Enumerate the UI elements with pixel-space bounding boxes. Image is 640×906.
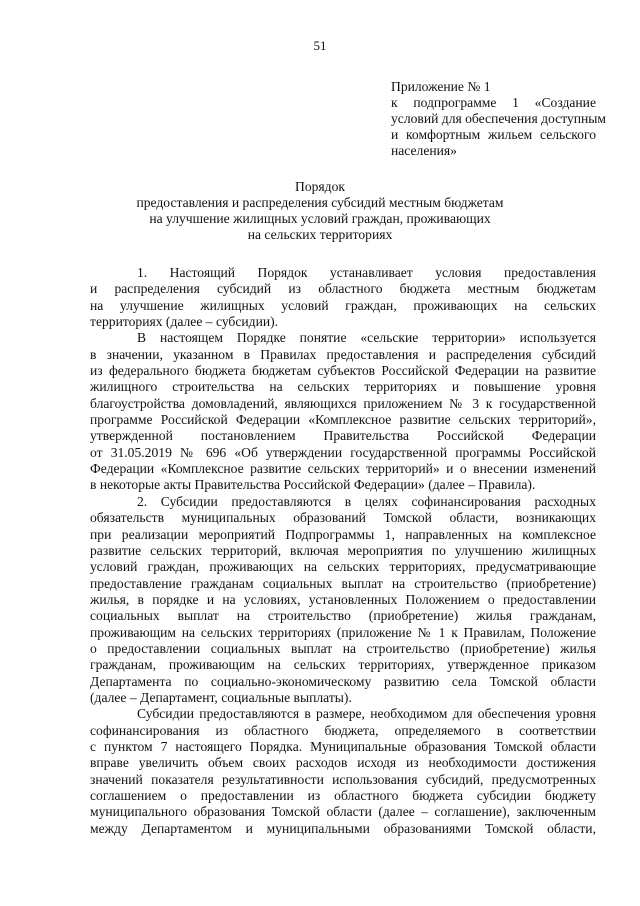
body-line: (далее – Департамент, социальные выплаты). [90,689,352,705]
appendix-line: населения» [391,143,457,158]
body-line: В настоящем Порядке понятие «сельские территории» используется [137,330,596,346]
document-body [90,265,596,837]
appendix-line: и комфортным жильем сельского [391,127,596,142]
page-number: 51 [313,38,327,53]
body-line: в значении, указанном в Правилах предоставления и распределения субсидий [90,346,596,362]
body-line: Федерации «Комплексное развитие сельских территорий» и о внесении изменений [90,461,596,477]
body-line: программе Российской Федерации «Комплексное развитие сельских территорий», [90,412,596,428]
body-line: благоустройства домовладений, являющихся приложением № 3 к государственной [90,395,596,411]
body-line: социальных выплат на строительство (приобретение) жилья гражданам, [90,608,596,624]
body-line: с пунктом 7 настоящего Порядка. Муниципальные образования Томской области [90,738,596,754]
body-line: жилищного строительства на сельских территориях и повышение уровня [90,379,596,395]
body-line: развитие сельских территорий, включая мероприятия по улучшению жилищных [90,542,596,558]
title-line: на сельских территориях [247,227,393,242]
appendix-line: условий для обеспечения доступным [391,111,607,126]
body-line: на улучшение жилищных условий граждан, проживающих на сельских [90,297,596,313]
title-line: предоставления и распределения субсидий местным бюджетам [136,195,504,210]
appendix-header [391,79,607,159]
appendix-line: к подпрограмме 1 «Создание [391,95,596,110]
body-line: значений показателя результативности использования субсидий, предусмотренных [90,771,596,787]
body-line: вправе увеличить объем своих расходов исходя из необходимости достижения [90,755,596,771]
body-line: между Департаментом и муниципальными образованиями Томской области, [90,820,596,836]
body-line: софинансирования из областного бюджета, определяемого в соответствии [90,722,596,738]
body-line: жилья, в порядке и на условиях, установленных Положением о предоставлении [90,591,596,607]
appendix-line: Приложение № 1 [391,79,491,94]
body-line: о предоставлении социальных выплат на строительство (приобретение) жилья [90,640,596,656]
body-line: соглашением о предоставлении из областного бюджета субсидии бюджету [90,788,596,803]
body-line: и распределения субсидий из областного бюджета местным бюджетам [90,281,596,297]
body-line: обязательств муниципальных образований Томской области, возникающих [90,510,596,526]
body-line: из федерального бюджета бюджетам субъектов Российской Федерации на развитие [90,363,596,379]
body-line: при реализации мероприятий Подпрограммы 1, направленных на комплексное [90,526,596,542]
body-line: от 31.05.2019 № 696 «Об утверждении государственной программы Российской [90,444,596,460]
body-line: условий граждан, проживающих на сельских территориях, предусматривающие [90,559,596,575]
body-line: муниципального образования Томской области (далее – соглашение), заключенным [90,804,596,820]
document-title [0,179,640,243]
body-line: Департамента по социально-экономическому развитию села Томской области [90,673,596,689]
body-line: предоставление гражданам социальных выплат на строительство (приобретение) [90,575,596,591]
title-line: Порядок [295,179,345,194]
body-line: в некоторые акты Правительства Российской Федерации» (далее – Правила). [90,477,536,493]
body-line: 1. Настоящий Порядок устанавливает условия предоставления [137,265,596,280]
body-line: гражданам, проживающим на сельских территориях, утвержденное приказом [90,657,596,673]
body-line: Субсидии предоставляются в размере, необходимом для обеспечения уровня [137,706,596,722]
body-line: проживающим на сельских территориях (приложение № 1 к Правилам, Положение [90,624,596,640]
body-line: 2. Субсидии предоставляются в целях софинансирования расходных [137,493,596,509]
body-line: территориях (далее – субсидии). [90,314,279,330]
body-line: утвержденной постановлением Правительства Российской Федерации [90,428,596,444]
title-line: на улучшение жилищных условий граждан, проживающих [149,211,491,226]
